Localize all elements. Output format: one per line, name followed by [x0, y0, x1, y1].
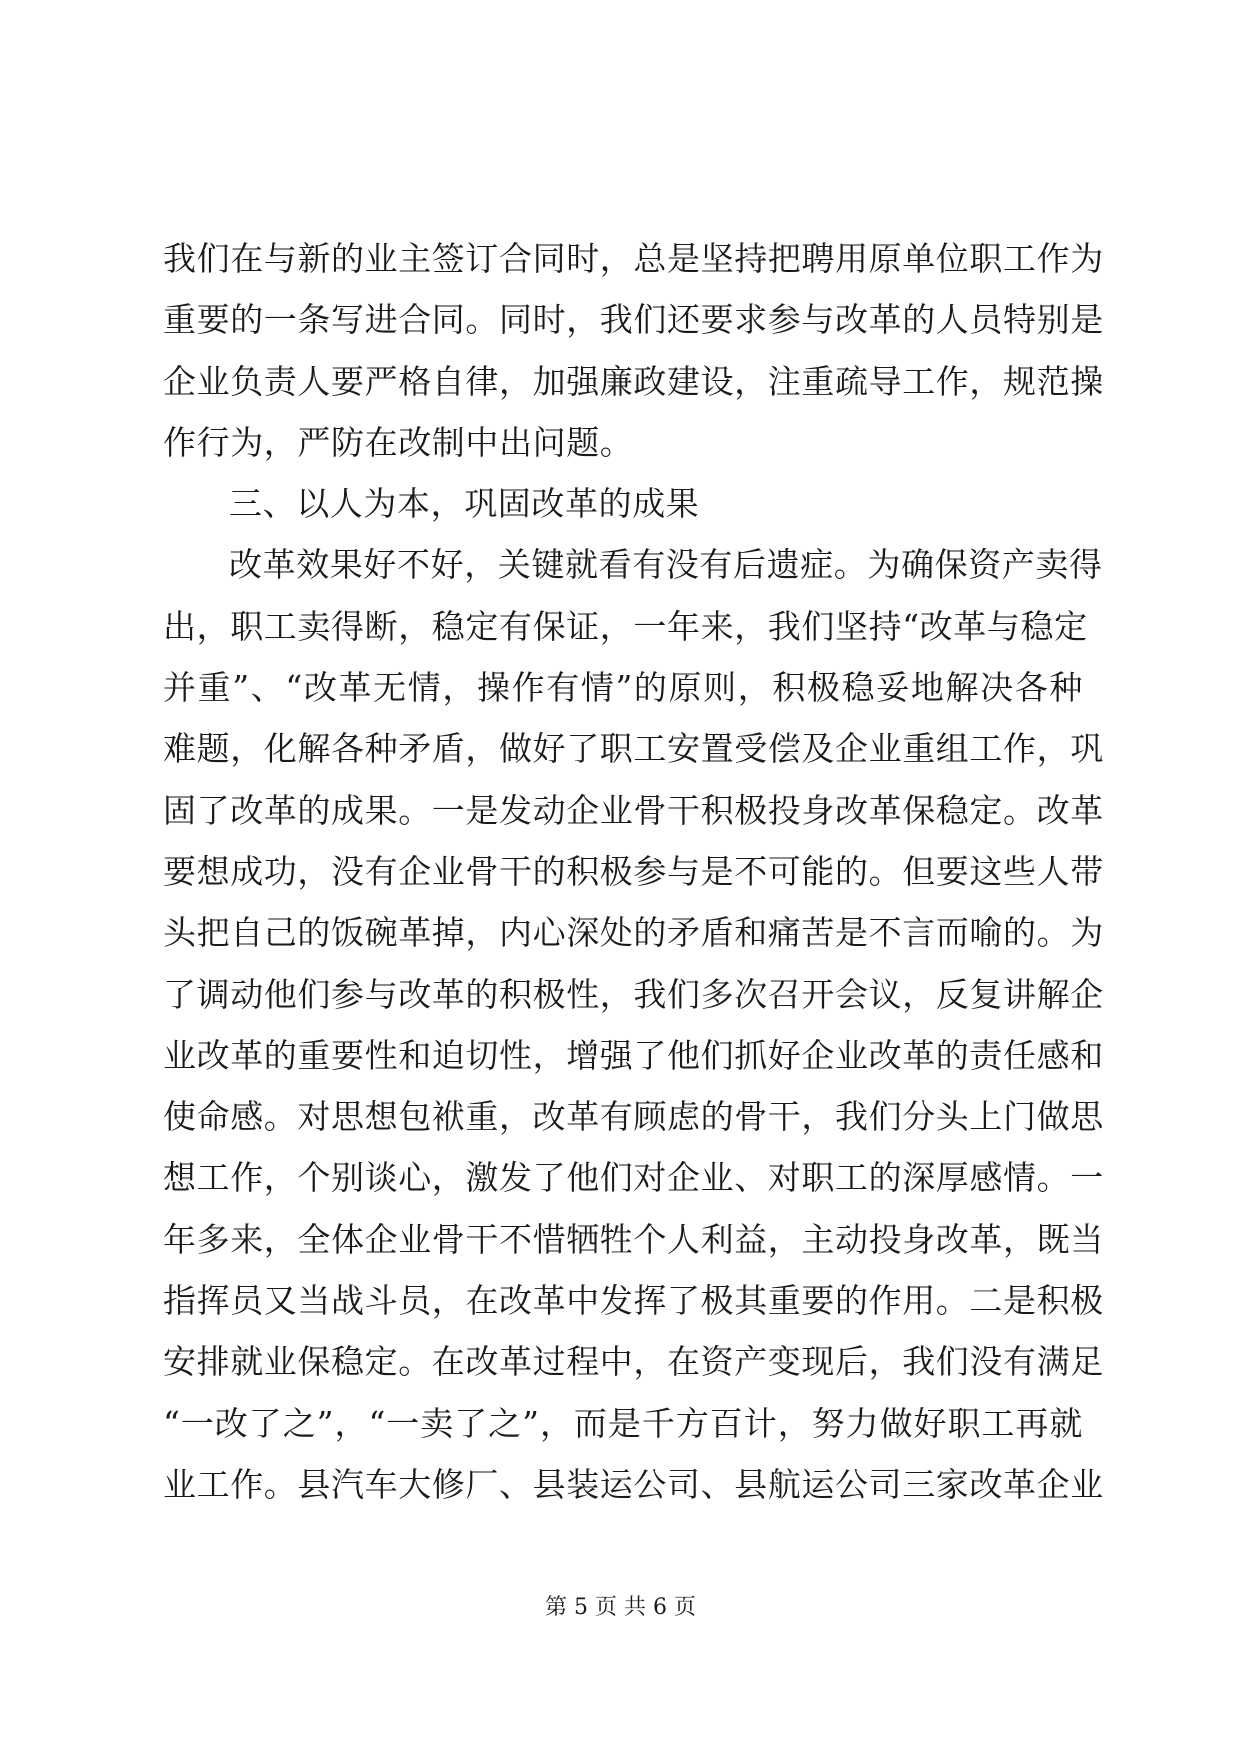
text-line: 我们在与新的业主签订合同时，总是坚持把聘用原单位职工作为 [163, 239, 1104, 278]
text-line: 企业负责人要严格自律，加强廉政建设，注重疏导工作，规范操 [163, 361, 1104, 401]
text-line: 业改革的重要性和迫切性，增强了他们抓好企业改革的责任感和 [163, 1035, 1104, 1075]
text-line: 固了改革的成果。一是发动企业骨干积极投身改革保稳定。改革 [163, 790, 1104, 830]
text-line: 难题，化解各种矛盾，做好了职工安置受偿及企业重组工作，巩 [163, 729, 1104, 769]
text-line: 并重”、“改革无情，操作有情”的原则，积极稳妥地解决各种 [163, 668, 1083, 708]
text-line: 使命感。对思想包袱重，改革有顾虑的骨干，我们分头上门做思 [163, 1097, 1104, 1137]
text-line: 年多来，全体企业骨干不惜牺牲个人利益，主动投身改革，既当 [163, 1219, 1104, 1259]
text-line: 作行为，严防在改制中出问题。 [163, 422, 634, 462]
text-line: 出，职工卖得断，稳定有保证，一年来，我们坚持“改革与稳定 [163, 606, 1088, 646]
text-line: 想工作，个别谈心，激发了他们对企业、对职工的深厚感情。一 [163, 1158, 1104, 1198]
text-line: 改革效果好不好，关键就看有没有后遗症。为确保资产卖得 [229, 545, 1103, 585]
page-number: 第 5 页 共 6 页 [545, 1595, 696, 1620]
text-line: 头把自己的饭碗革掉，内心深处的矛盾和痛苦是不言而喻的。为 [163, 913, 1104, 953]
document-body [163, 228, 1104, 1515]
text-line: 了调动他们参与改革的积极性，我们多次召开会议，反复讲解企 [163, 974, 1104, 1014]
text-line: 业工作。县汽车大修厂、县装运公司、县航运公司三家改革企业 [163, 1464, 1104, 1504]
text-line: 要想成功，没有企业骨干的积极参与是不可能的。但要这些人带 [163, 851, 1104, 891]
section-heading: 三、以人为本，巩固改革的成果 [229, 484, 700, 524]
page-footer [0, 1593, 1241, 1623]
text-line: “一改了之”，“一卖了之”，而是千方百计，努力做好职工再就 [163, 1403, 1083, 1443]
text-line: 指挥员又当战斗员，在改革中发挥了极其重要的作用。二是积极 [163, 1281, 1104, 1321]
text-line: 安排就业保稳定。在改革过程中，在资产变现后，我们没有满足 [163, 1342, 1104, 1382]
text-line: 重要的一条写进合同。同时，我们还要求参与改革的人员特别是 [163, 300, 1104, 340]
